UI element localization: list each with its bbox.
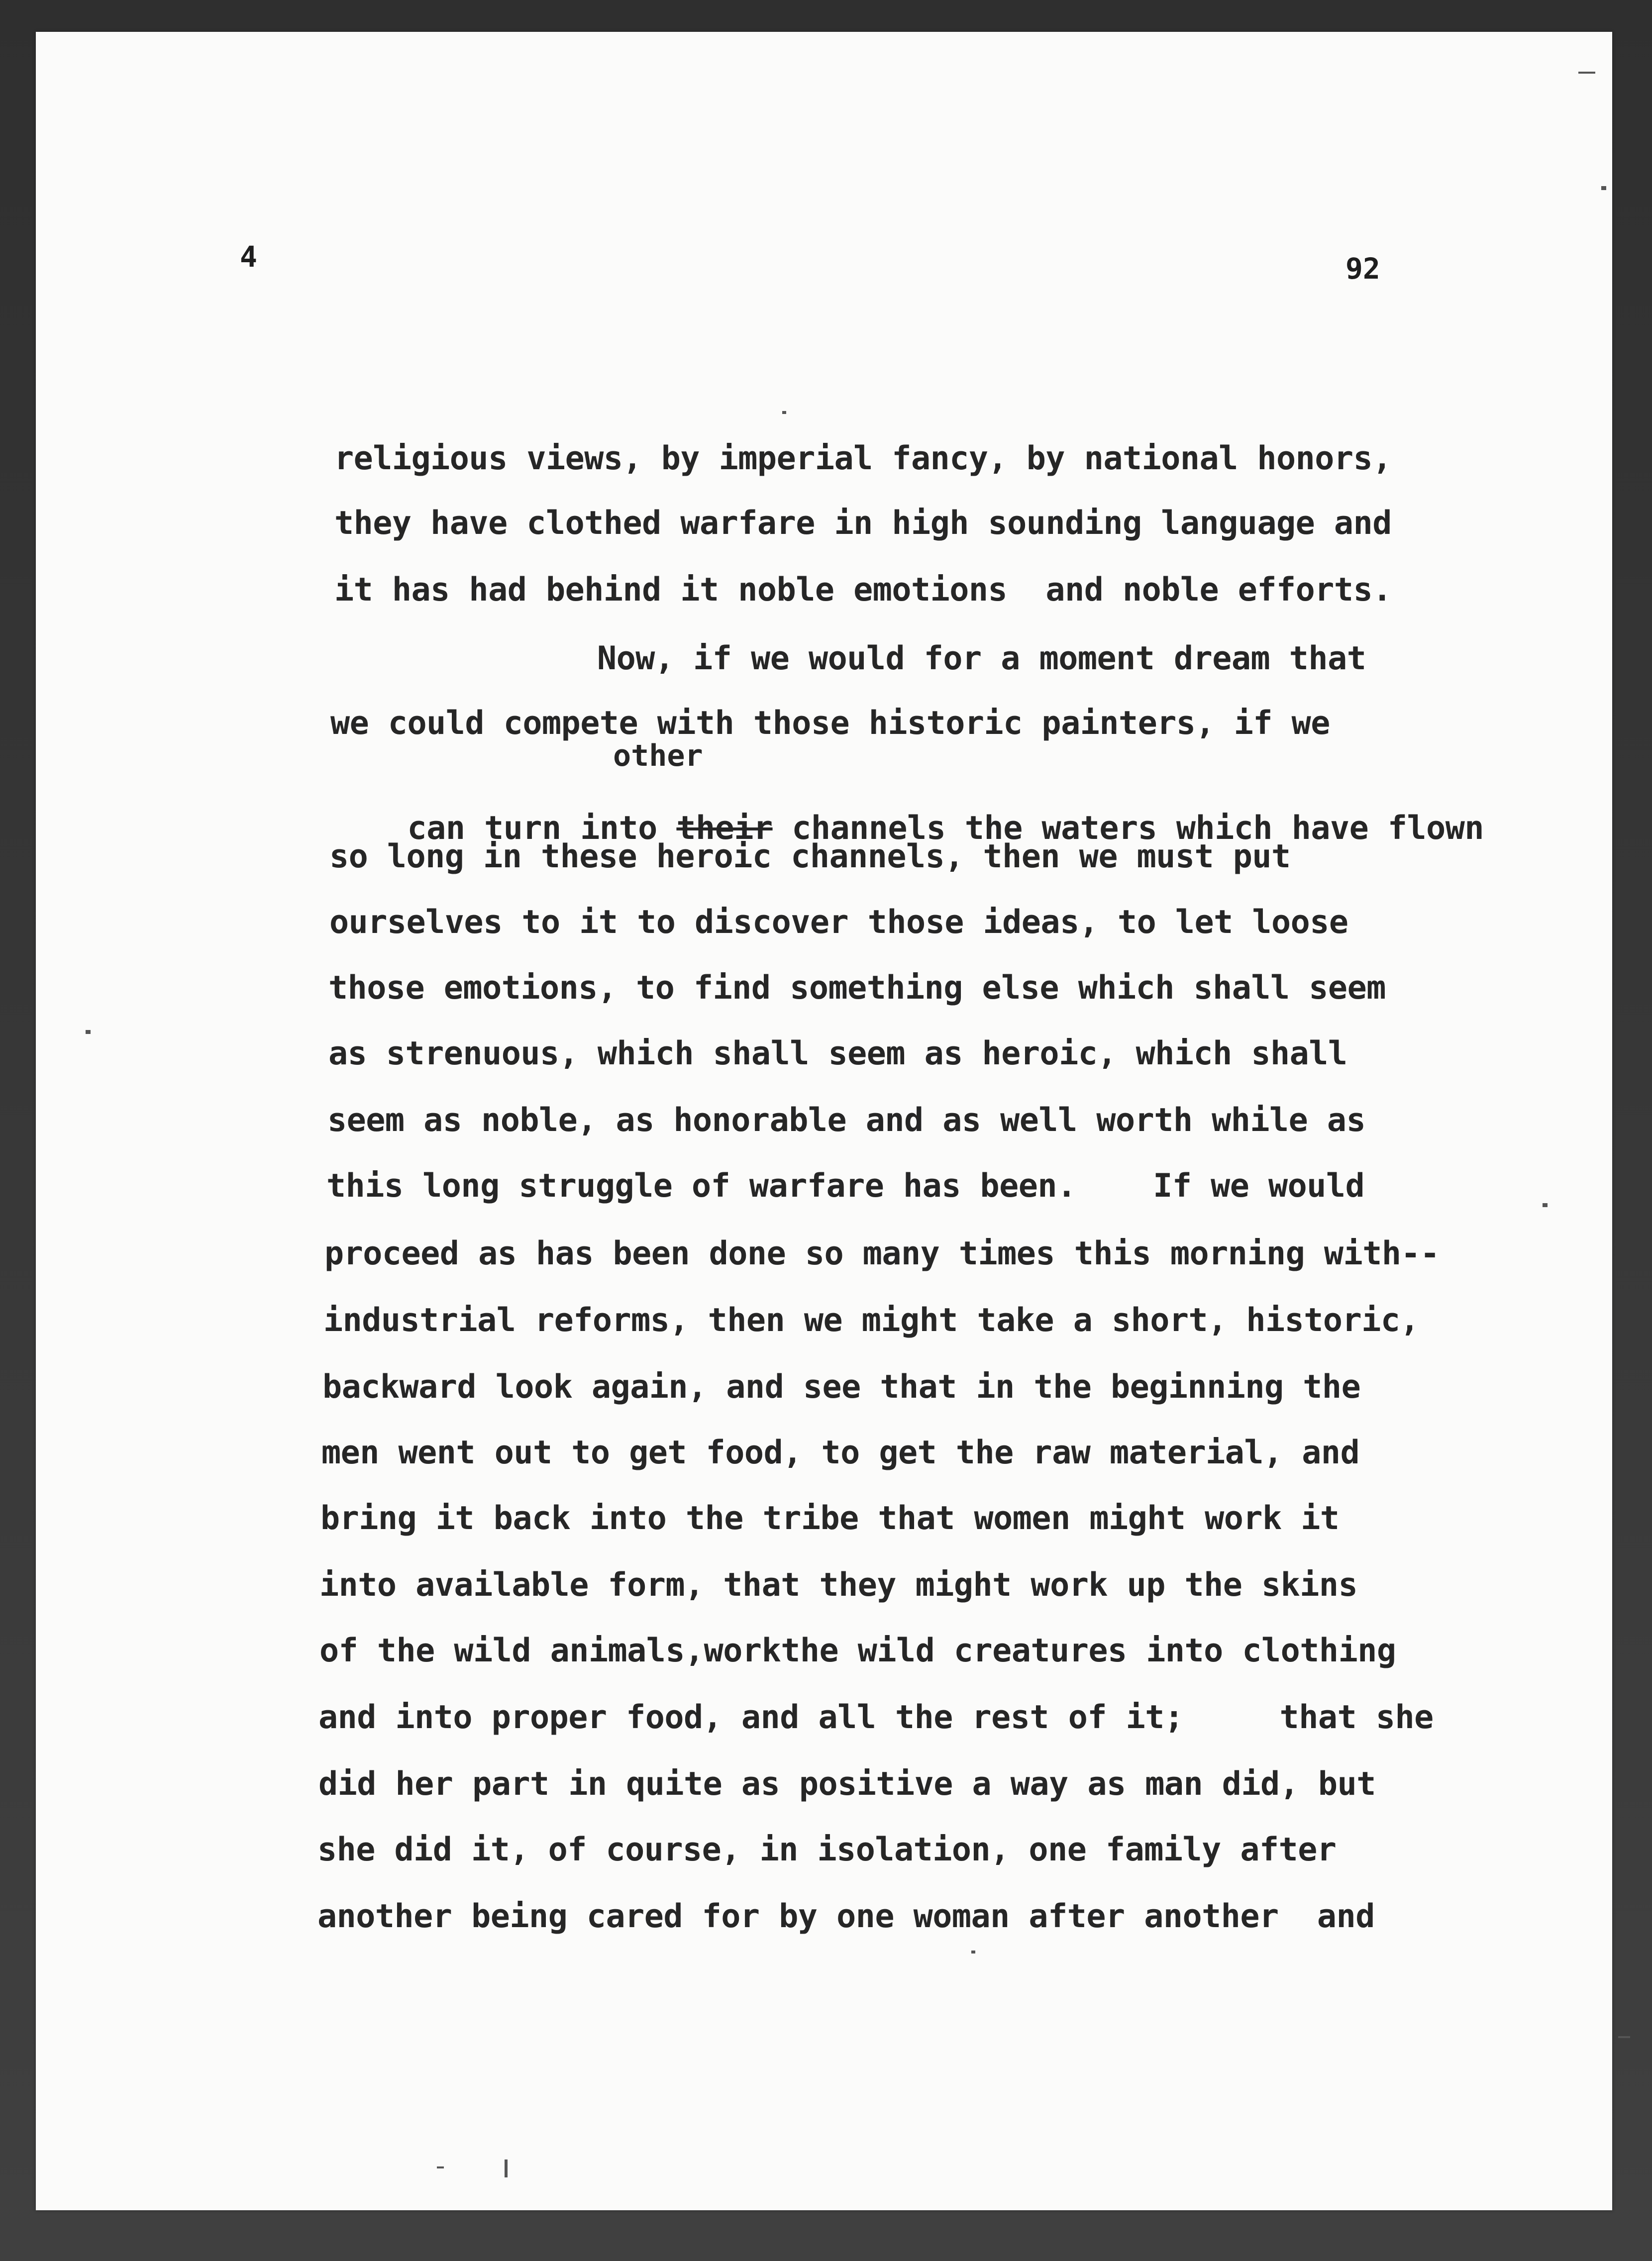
scan-speck	[505, 2159, 508, 2177]
text-line: another being cared for by one woman after another and	[317, 1898, 1375, 1935]
scan-speck	[437, 2166, 444, 2168]
text-line: into available form, that they might work up the skins	[319, 1566, 1358, 1604]
text-line: industrial reforms, then we might take a short, historic,	[323, 1302, 1420, 1339]
text-line: Now, if we would for a moment dream that	[597, 640, 1366, 677]
text-line: bring it back into the tribe that women might work it	[320, 1500, 1340, 1537]
text-line: and into proper food, and all the rest of it; that she	[318, 1699, 1434, 1736]
text-line: she did it, of course, in isolation, one family after	[317, 1831, 1337, 1868]
text-line: did her part in quite as positive a way as man did, but	[318, 1765, 1376, 1803]
scan-speck	[782, 411, 786, 414]
text-line: proceed as has been done so many times this morning with--	[324, 1235, 1440, 1272]
text-line: they have clothed warfare in high sounding language and	[334, 505, 1392, 542]
text-segment: can turn into	[407, 810, 677, 847]
scan-speck	[1543, 1203, 1548, 1207]
text-line: those emotions, to find something else which shall seem	[328, 969, 1386, 1007]
scan-speck	[1578, 72, 1595, 74]
text-line: it has had behind it noble emotions and noble efforts.	[334, 571, 1392, 609]
scan-speck	[1618, 2036, 1630, 2038]
text-line: as strenuous, which shall seem as heroic, which shall	[328, 1035, 1347, 1072]
text-line: we could compete with those historic painters, if we	[330, 705, 1330, 742]
text-line: of the wild animals,workthe wild creatures into clothing	[319, 1632, 1396, 1669]
scan-speck	[971, 1951, 975, 1953]
page-marker-left: 4	[240, 240, 257, 274]
text-line: religious views, by imperial fancy, by national honors,	[334, 440, 1392, 477]
text-line: backward look again, and see that in the beginning the	[322, 1368, 1361, 1406]
text-segment: channels the waters which have flown	[772, 810, 1484, 847]
text-line: this long struggle of warfare has been. If we would	[326, 1167, 1365, 1205]
text-line: seem as noble, as honorable and as well worth while as	[327, 1102, 1366, 1139]
struck-word: their	[676, 810, 773, 847]
text-line: men went out to get food, to get the raw material, and	[321, 1434, 1360, 1471]
text-line: so long in these heroic channels, then we must put	[329, 838, 1291, 875]
text-line: ourselves to it to discover those ideas, to let loose	[329, 904, 1348, 941]
scan-speck	[1601, 186, 1606, 190]
scan-speck	[86, 1030, 91, 1034]
typewritten-page	[36, 32, 1612, 2210]
handwritten-insertion: other	[613, 738, 703, 773]
page-number: 92	[1345, 252, 1380, 286]
